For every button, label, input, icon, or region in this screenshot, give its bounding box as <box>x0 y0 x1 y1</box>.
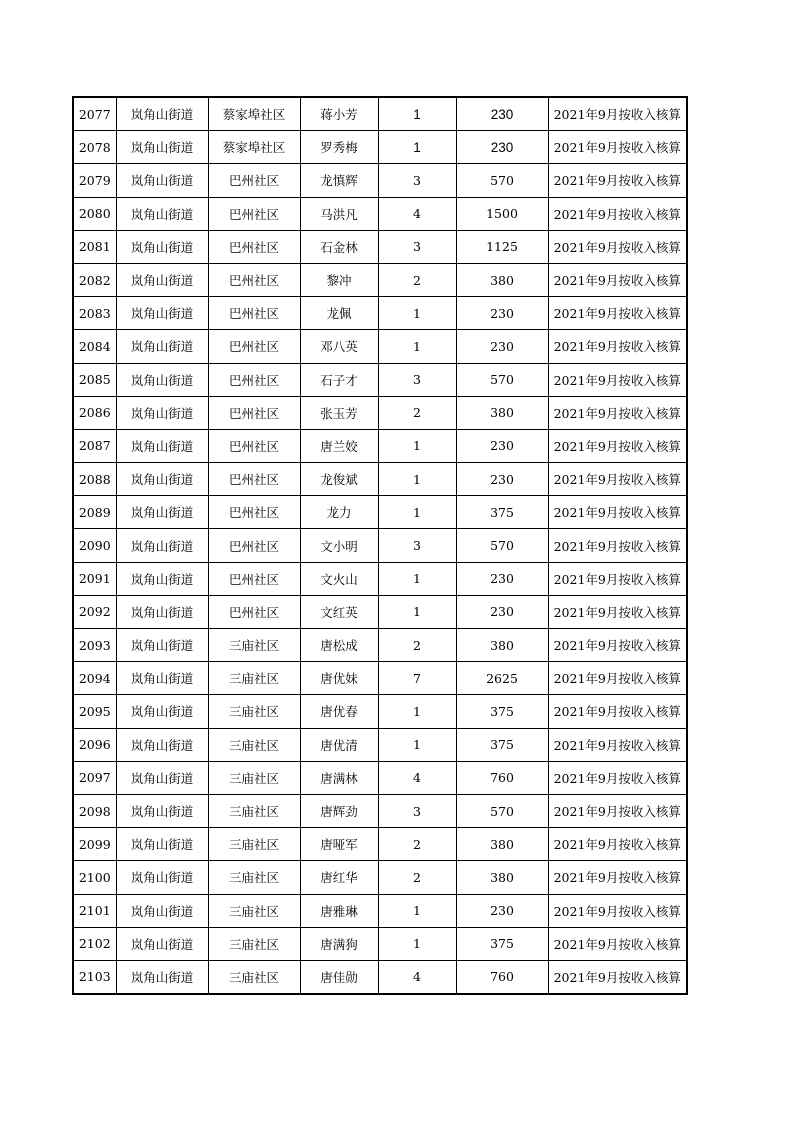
cell-household-count: 1 <box>378 297 456 330</box>
cell-community: 巴州社区 <box>208 496 300 529</box>
cell-community: 巴州社区 <box>208 529 300 562</box>
cell-serial-number: 2084 <box>73 330 116 363</box>
cell-person-name: 张玉芳 <box>300 396 378 429</box>
cell-note: 2021年9月按收入核算 <box>548 927 687 960</box>
cell-street: 岚角山街道 <box>116 297 208 330</box>
cell-serial-number: 2102 <box>73 927 116 960</box>
cell-street: 岚角山街道 <box>116 496 208 529</box>
cell-note: 2021年9月按收入核算 <box>548 595 687 628</box>
cell-note: 2021年9月按收入核算 <box>548 728 687 761</box>
table-row <box>73 496 687 529</box>
cell-household-count: 2 <box>378 396 456 429</box>
table-row <box>73 363 687 396</box>
cell-person-name: 邓八英 <box>300 330 378 363</box>
cell-household-count: 3 <box>378 794 456 827</box>
table-row <box>73 828 687 861</box>
cell-amount: 375 <box>456 927 548 960</box>
cell-street: 岚角山街道 <box>116 794 208 827</box>
cell-street: 岚角山街道 <box>116 595 208 628</box>
cell-community: 巴州社区 <box>208 164 300 197</box>
cell-community: 蔡家埠社区 <box>208 131 300 164</box>
cell-street: 岚角山街道 <box>116 695 208 728</box>
cell-street: 岚角山街道 <box>116 97 208 131</box>
table-row <box>73 629 687 662</box>
cell-serial-number: 2082 <box>73 263 116 296</box>
cell-note: 2021年9月按收入核算 <box>548 695 687 728</box>
cell-community: 巴州社区 <box>208 429 300 462</box>
table-row <box>73 927 687 960</box>
cell-street: 岚角山街道 <box>116 263 208 296</box>
cell-street: 岚角山街道 <box>116 330 208 363</box>
cell-household-count: 2 <box>378 861 456 894</box>
cell-amount: 230 <box>456 97 548 131</box>
cell-street: 岚角山街道 <box>116 828 208 861</box>
cell-note: 2021年9月按收入核算 <box>548 761 687 794</box>
cell-person-name: 龙佩 <box>300 297 378 330</box>
cell-person-name: 石金林 <box>300 230 378 263</box>
cell-street: 岚角山街道 <box>116 927 208 960</box>
cell-serial-number: 2099 <box>73 828 116 861</box>
cell-street: 岚角山街道 <box>116 230 208 263</box>
cell-note: 2021年9月按收入核算 <box>548 496 687 529</box>
cell-community: 巴州社区 <box>208 230 300 263</box>
cell-amount: 2625 <box>456 662 548 695</box>
table-row <box>73 330 687 363</box>
table-row <box>73 263 687 296</box>
cell-household-count: 1 <box>378 463 456 496</box>
cell-community: 巴州社区 <box>208 297 300 330</box>
table-row <box>73 164 687 197</box>
cell-street: 岚角山街道 <box>116 529 208 562</box>
cell-street: 岚角山街道 <box>116 463 208 496</box>
cell-community: 巴州社区 <box>208 197 300 230</box>
cell-street: 岚角山街道 <box>116 761 208 794</box>
cell-amount: 230 <box>456 894 548 927</box>
cell-serial-number: 2087 <box>73 429 116 462</box>
cell-note: 2021年9月按收入核算 <box>548 363 687 396</box>
cell-person-name: 唐满狗 <box>300 927 378 960</box>
cell-street: 岚角山街道 <box>116 197 208 230</box>
cell-serial-number: 2096 <box>73 728 116 761</box>
cell-person-name: 唐满林 <box>300 761 378 794</box>
cell-amount: 230 <box>456 297 548 330</box>
cell-serial-number: 2088 <box>73 463 116 496</box>
table-row <box>73 197 687 230</box>
cell-community: 三庙社区 <box>208 960 300 994</box>
cell-person-name: 文红英 <box>300 595 378 628</box>
cell-serial-number: 2077 <box>73 97 116 131</box>
table-row <box>73 761 687 794</box>
cell-note: 2021年9月按收入核算 <box>548 164 687 197</box>
cell-amount: 230 <box>456 562 548 595</box>
cell-household-count: 7 <box>378 662 456 695</box>
cell-household-count: 2 <box>378 263 456 296</box>
cell-amount: 1500 <box>456 197 548 230</box>
cell-amount: 570 <box>456 164 548 197</box>
table-row <box>73 794 687 827</box>
cell-community: 三庙社区 <box>208 761 300 794</box>
table-row <box>73 894 687 927</box>
cell-community: 三庙社区 <box>208 828 300 861</box>
cell-note: 2021年9月按收入核算 <box>548 960 687 994</box>
cell-street: 岚角山街道 <box>116 396 208 429</box>
cell-serial-number: 2085 <box>73 363 116 396</box>
cell-person-name: 唐雅琳 <box>300 894 378 927</box>
cell-community: 巴州社区 <box>208 463 300 496</box>
cell-street: 岚角山街道 <box>116 164 208 197</box>
cell-note: 2021年9月按收入核算 <box>548 263 687 296</box>
table-row <box>73 529 687 562</box>
cell-household-count: 3 <box>378 230 456 263</box>
cell-serial-number: 2089 <box>73 496 116 529</box>
cell-serial-number: 2101 <box>73 894 116 927</box>
cell-amount: 380 <box>456 396 548 429</box>
cell-street: 岚角山街道 <box>116 629 208 662</box>
table-row <box>73 297 687 330</box>
cell-note: 2021年9月按收入核算 <box>548 894 687 927</box>
cell-person-name: 文火山 <box>300 562 378 595</box>
cell-person-name: 蒋小芳 <box>300 97 378 131</box>
cell-street: 岚角山街道 <box>116 728 208 761</box>
cell-household-count: 1 <box>378 562 456 595</box>
cell-amount: 1125 <box>456 230 548 263</box>
cell-street: 岚角山街道 <box>116 131 208 164</box>
cell-amount: 375 <box>456 695 548 728</box>
cell-person-name: 龙慎辉 <box>300 164 378 197</box>
cell-community: 三庙社区 <box>208 695 300 728</box>
cell-note: 2021年9月按收入核算 <box>548 330 687 363</box>
cell-community: 三庙社区 <box>208 662 300 695</box>
cell-community: 巴州社区 <box>208 263 300 296</box>
cell-person-name: 唐红华 <box>300 861 378 894</box>
cell-note: 2021年9月按收入核算 <box>548 429 687 462</box>
cell-community: 巴州社区 <box>208 396 300 429</box>
cell-amount: 380 <box>456 629 548 662</box>
records-table <box>72 96 688 995</box>
cell-community: 巴州社区 <box>208 595 300 628</box>
cell-note: 2021年9月按收入核算 <box>548 529 687 562</box>
cell-community: 三庙社区 <box>208 794 300 827</box>
cell-person-name: 罗秀梅 <box>300 131 378 164</box>
cell-serial-number: 2086 <box>73 396 116 429</box>
cell-note: 2021年9月按收入核算 <box>548 396 687 429</box>
cell-community: 三庙社区 <box>208 629 300 662</box>
cell-amount: 380 <box>456 828 548 861</box>
cell-household-count: 2 <box>378 828 456 861</box>
cell-note: 2021年9月按收入核算 <box>548 131 687 164</box>
cell-serial-number: 2092 <box>73 595 116 628</box>
cell-community: 巴州社区 <box>208 562 300 595</box>
cell-serial-number: 2094 <box>73 662 116 695</box>
cell-serial-number: 2091 <box>73 562 116 595</box>
cell-note: 2021年9月按收入核算 <box>548 297 687 330</box>
cell-amount: 760 <box>456 960 548 994</box>
cell-street: 岚角山街道 <box>116 894 208 927</box>
cell-amount: 570 <box>456 363 548 396</box>
cell-community: 三庙社区 <box>208 894 300 927</box>
cell-community: 三庙社区 <box>208 861 300 894</box>
cell-community: 三庙社区 <box>208 927 300 960</box>
cell-community: 三庙社区 <box>208 728 300 761</box>
table-row <box>73 131 687 164</box>
cell-serial-number: 2100 <box>73 861 116 894</box>
cell-household-count: 4 <box>378 761 456 794</box>
cell-person-name: 唐哑军 <box>300 828 378 861</box>
cell-note: 2021年9月按收入核算 <box>548 230 687 263</box>
cell-household-count: 1 <box>378 894 456 927</box>
cell-street: 岚角山街道 <box>116 363 208 396</box>
cell-serial-number: 2081 <box>73 230 116 263</box>
cell-note: 2021年9月按收入核算 <box>548 861 687 894</box>
cell-serial-number: 2083 <box>73 297 116 330</box>
cell-community: 蔡家埠社区 <box>208 97 300 131</box>
cell-household-count: 4 <box>378 197 456 230</box>
cell-person-name: 唐优妹 <box>300 662 378 695</box>
table-row <box>73 230 687 263</box>
cell-household-count: 1 <box>378 927 456 960</box>
cell-note: 2021年9月按收入核算 <box>548 662 687 695</box>
cell-amount: 375 <box>456 728 548 761</box>
table-row <box>73 662 687 695</box>
cell-note: 2021年9月按收入核算 <box>548 794 687 827</box>
records-table-body <box>73 97 687 994</box>
cell-serial-number: 2103 <box>73 960 116 994</box>
cell-household-count: 1 <box>378 330 456 363</box>
cell-amount: 230 <box>456 131 548 164</box>
cell-household-count: 1 <box>378 429 456 462</box>
cell-person-name: 马洪凡 <box>300 197 378 230</box>
cell-serial-number: 2078 <box>73 131 116 164</box>
cell-household-count: 1 <box>378 496 456 529</box>
cell-amount: 380 <box>456 861 548 894</box>
cell-serial-number: 2093 <box>73 629 116 662</box>
cell-household-count: 1 <box>378 695 456 728</box>
cell-person-name: 唐佳勋 <box>300 960 378 994</box>
cell-household-count: 1 <box>378 595 456 628</box>
cell-serial-number: 2090 <box>73 529 116 562</box>
cell-street: 岚角山街道 <box>116 861 208 894</box>
cell-household-count: 3 <box>378 164 456 197</box>
cell-person-name: 唐辉劲 <box>300 794 378 827</box>
cell-note: 2021年9月按收入核算 <box>548 97 687 131</box>
cell-amount: 230 <box>456 429 548 462</box>
cell-note: 2021年9月按收入核算 <box>548 463 687 496</box>
table-row <box>73 960 687 994</box>
cell-street: 岚角山街道 <box>116 562 208 595</box>
cell-household-count: 1 <box>378 728 456 761</box>
cell-amount: 230 <box>456 330 548 363</box>
cell-person-name: 文小明 <box>300 529 378 562</box>
cell-serial-number: 2079 <box>73 164 116 197</box>
cell-household-count: 1 <box>378 131 456 164</box>
cell-street: 岚角山街道 <box>116 662 208 695</box>
cell-amount: 230 <box>456 595 548 628</box>
cell-person-name: 石子才 <box>300 363 378 396</box>
table-row <box>73 463 687 496</box>
cell-amount: 380 <box>456 263 548 296</box>
cell-amount: 760 <box>456 761 548 794</box>
cell-amount: 570 <box>456 794 548 827</box>
cell-amount: 375 <box>456 496 548 529</box>
cell-community: 巴州社区 <box>208 363 300 396</box>
cell-serial-number: 2098 <box>73 794 116 827</box>
cell-note: 2021年9月按收入核算 <box>548 197 687 230</box>
cell-street: 岚角山街道 <box>116 429 208 462</box>
cell-person-name: 唐松成 <box>300 629 378 662</box>
cell-household-count: 2 <box>378 629 456 662</box>
cell-household-count: 3 <box>378 363 456 396</box>
table-row <box>73 562 687 595</box>
cell-note: 2021年9月按收入核算 <box>548 828 687 861</box>
cell-note: 2021年9月按收入核算 <box>548 629 687 662</box>
cell-person-name: 唐优清 <box>300 728 378 761</box>
cell-serial-number: 2080 <box>73 197 116 230</box>
cell-amount: 570 <box>456 529 548 562</box>
cell-person-name: 唐优春 <box>300 695 378 728</box>
cell-person-name: 龙俊斌 <box>300 463 378 496</box>
cell-person-name: 唐兰姣 <box>300 429 378 462</box>
cell-community: 巴州社区 <box>208 330 300 363</box>
table-row <box>73 861 687 894</box>
cell-serial-number: 2097 <box>73 761 116 794</box>
cell-household-count: 4 <box>378 960 456 994</box>
cell-household-count: 3 <box>378 529 456 562</box>
table-row <box>73 728 687 761</box>
table-row <box>73 396 687 429</box>
table-row <box>73 595 687 628</box>
cell-note: 2021年9月按收入核算 <box>548 562 687 595</box>
table-row <box>73 97 687 131</box>
table-row <box>73 429 687 462</box>
cell-person-name: 龙力 <box>300 496 378 529</box>
cell-amount: 230 <box>456 463 548 496</box>
table-row <box>73 695 687 728</box>
cell-serial-number: 2095 <box>73 695 116 728</box>
cell-household-count: 1 <box>378 97 456 131</box>
cell-person-name: 黎冲 <box>300 263 378 296</box>
cell-street: 岚角山街道 <box>116 960 208 994</box>
